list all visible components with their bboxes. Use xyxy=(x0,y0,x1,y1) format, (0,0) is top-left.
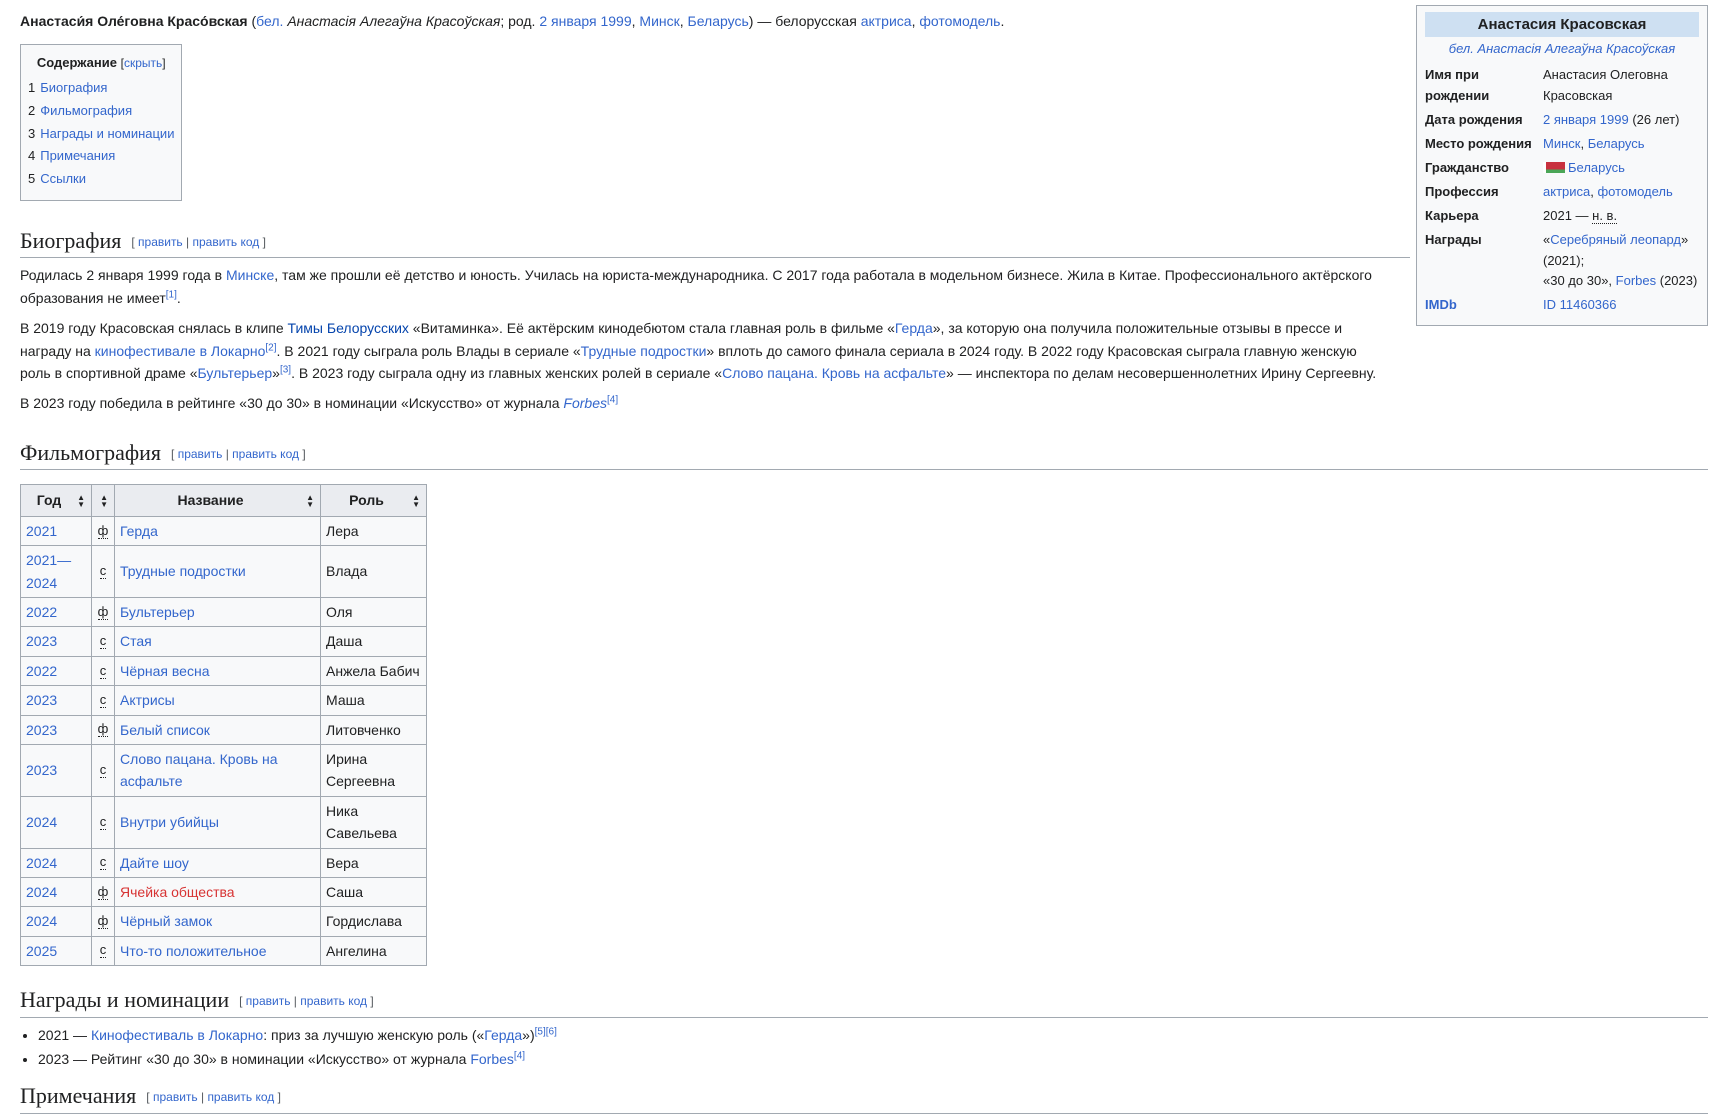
table-row xyxy=(21,796,427,848)
table-row xyxy=(21,546,427,598)
heading-biography: Биография [ править | править код ] xyxy=(20,227,1410,259)
cell-role: Маша xyxy=(321,686,427,715)
edit-link[interactable]: править xyxy=(245,994,291,1009)
edit-code-link[interactable]: править код xyxy=(232,446,299,461)
toc-title: Содержание [скрыть] xyxy=(36,55,166,71)
infobox-row-career: Карьера 2021 — н. в. xyxy=(1425,208,1618,224)
edit-section: [ править | править код ] xyxy=(239,994,374,1009)
toc-link[interactable]: Биография xyxy=(40,80,108,96)
cell-role: Анжела Бабич xyxy=(321,656,427,685)
cell-title xyxy=(115,744,321,796)
cell-type xyxy=(92,627,115,656)
year-link[interactable]: 2023 xyxy=(26,692,58,709)
cell-year xyxy=(21,744,92,796)
table-row xyxy=(21,848,427,877)
born-prefix: ; род. xyxy=(500,13,536,29)
table-row xyxy=(21,627,427,656)
bio-paragraph-3: В 2023 году победила в рейтинге «30 до 30» в номинации «Искусство» от журнала Forbes[4] xyxy=(20,394,619,412)
cell-role: Гордислава xyxy=(321,907,427,936)
year-link[interactable]: 2021—2024 xyxy=(26,552,72,591)
type-abbr: с xyxy=(99,691,107,707)
lang-link[interactable]: бел. xyxy=(256,13,284,29)
year-link[interactable]: 2024 xyxy=(26,913,58,930)
type-abbr: ф xyxy=(97,522,109,538)
cell-role: Ника Савельева xyxy=(321,796,427,848)
infobox-country-link[interactable]: Беларусь xyxy=(1587,135,1645,151)
cell-year xyxy=(21,516,92,545)
type-abbr: ф xyxy=(97,883,109,899)
toc-link[interactable]: Ссылки xyxy=(40,171,87,187)
cell-type xyxy=(92,546,115,598)
year-link[interactable]: 2023 xyxy=(26,721,58,738)
column-type[interactable] xyxy=(92,485,115,516)
type-abbr: с xyxy=(99,633,107,649)
cell-year xyxy=(21,597,92,626)
toc-link[interactable]: Награды и номинации xyxy=(40,125,175,141)
infobox-forbes-link[interactable]: Forbes xyxy=(1615,272,1657,288)
infobox-imdb-label-link[interactable]: IMDb xyxy=(1425,296,1457,312)
heading-filmography: Фильмография [ править | править код ] xyxy=(20,439,1708,471)
table-header-row xyxy=(21,485,427,516)
table-of-contents xyxy=(20,44,182,201)
toc-num: 2 xyxy=(28,102,36,118)
infobox-row-birth-place: Место рождения Минск, Беларусь xyxy=(1425,135,1645,151)
type-abbr: с xyxy=(99,662,107,678)
city-link[interactable]: Минск xyxy=(639,13,680,29)
cell-type xyxy=(92,686,115,715)
title-link[interactable]: Ячейка общества xyxy=(120,883,235,900)
type-abbr: с xyxy=(99,563,107,579)
type-abbr: ф xyxy=(97,913,109,929)
cell-title xyxy=(115,597,321,626)
model-link[interactable]: фотомодель xyxy=(919,13,1001,29)
cell-title xyxy=(115,715,321,744)
subject-name: Анастаси́я Оле́говна Красо́вская xyxy=(20,13,248,29)
infobox-imdb-link[interactable]: ID 11460366 xyxy=(1543,296,1617,312)
infobox-row-awards: Награды «Серебряный леопард» (2021); «30 до 30», Forbes (2023) xyxy=(1425,232,1698,288)
year-link[interactable]: 2023 xyxy=(26,633,58,650)
belarus-flag-icon xyxy=(1543,162,1565,173)
title-link[interactable]: Актрисы xyxy=(120,692,175,709)
cell-year xyxy=(21,627,92,656)
infobox-actress-link[interactable]: актриса xyxy=(1543,184,1591,200)
sort-icon[interactable]: ▲ ▼ xyxy=(412,492,420,509)
ref-1[interactable]: [1] xyxy=(165,289,177,301)
year-link[interactable]: 2024 xyxy=(26,883,58,900)
sort-icon[interactable]: ▲ ▼ xyxy=(100,492,108,509)
ref-4[interactable]: [4] xyxy=(513,1050,526,1062)
gerda-link[interactable]: Герда xyxy=(894,320,933,337)
cell-role: Ангелина xyxy=(321,936,427,965)
cell-title xyxy=(115,936,321,965)
table-row xyxy=(21,656,427,685)
forbes-link[interactable]: Forbes xyxy=(470,1051,514,1068)
toc-link[interactable]: Примечания xyxy=(40,148,116,164)
infobox-city-link[interactable]: Минск xyxy=(1543,135,1581,151)
toc-item-links[interactable] xyxy=(28,168,174,191)
title-link[interactable]: Чёрный замок xyxy=(120,913,213,930)
cell-year xyxy=(21,877,92,906)
edit-link[interactable]: править xyxy=(152,1090,198,1105)
edit-code-link[interactable]: править код xyxy=(300,994,368,1009)
title-link[interactable]: Что-то положительное xyxy=(120,942,267,959)
list-item: • 2023 — Рейтинг «30 до 30» в номинации «Искусство» от журнала Forbes[4] xyxy=(38,1048,1708,1070)
cell-year xyxy=(21,907,92,936)
country-link[interactable]: Беларусь xyxy=(687,13,749,29)
edit-code-link[interactable]: править код xyxy=(207,1090,275,1105)
cell-title xyxy=(115,627,321,656)
toc-num: 4 xyxy=(28,148,36,164)
infobox-row-birth-date: Дата рождения 2 января 1999 (26 лет) xyxy=(1425,111,1680,127)
infobox-birth-date-link[interactable]: 2 января 1999 xyxy=(1543,111,1629,127)
cell-role: Ирина Сергеевна xyxy=(321,744,427,796)
year-link[interactable]: 2025 xyxy=(26,942,58,959)
list-item: • 2021 — Кинофестиваль в Локарно: приз за лучшую женскую роль («Герда»)[5][6] xyxy=(38,1024,1708,1046)
career-abbr: н. в. xyxy=(1592,208,1618,224)
table-row xyxy=(21,686,427,715)
cell-year xyxy=(21,796,92,848)
year-link[interactable]: 2021 xyxy=(26,522,58,539)
infobox-lang-link[interactable]: бел. Анастасія Алегаўна Красоўская xyxy=(1448,41,1676,57)
cell-title xyxy=(115,907,321,936)
awards-list xyxy=(20,1024,1708,1071)
forbes-link[interactable]: Forbes xyxy=(563,395,607,412)
birth-date-link[interactable]: 2 января 1999 xyxy=(539,13,632,29)
cell-type xyxy=(92,877,115,906)
title-link[interactable]: Чёрная весна xyxy=(120,662,210,679)
bio-paragraph-2: В 2019 году Красовская снялась в клипе Тимы Белорусских «Витаминка». Её актёрским кинодебютом стала главная роль в фильме «Герда», за которую она получила положительные отзывы в прессе и награду на кинофестивале в Локарно[2]. В 2021 году сыграла роль Влады в сериале «Трудные подростки» вплоть до самого финала сериала в 2024 году. В 2022 году Красовская сыграла главную женскую роль в спортивной драме «Бультерьер»[3]. В 2023 году сыграла одну из главных женских ролей в сериале «Слово пацана. Кровь на асфальте» — инспектора по делам несовершеннолетних Ирину Сергеевну. xyxy=(20,320,1377,382)
cell-title xyxy=(115,516,321,545)
cell-title xyxy=(115,686,321,715)
title-link[interactable]: Слово пацана. Кровь на асфальте xyxy=(120,750,278,790)
infobox-subtitle xyxy=(1425,39,1699,59)
cell-title xyxy=(115,656,321,685)
tima-link[interactable]: Тимы Белорусских xyxy=(287,320,409,337)
cell-role: Саша xyxy=(321,877,427,906)
table-row xyxy=(21,744,427,796)
toc-num: 3 xyxy=(28,125,36,141)
toc-hide-link[interactable]: скрыть xyxy=(123,56,163,71)
sort-icon[interactable]: ▲ ▼ xyxy=(77,492,85,509)
year-link[interactable]: 2024 xyxy=(26,813,58,830)
heading-notes: Примечания [ править | править код ] xyxy=(20,1082,1708,1114)
edit-section: [ править | править код ] xyxy=(146,1090,281,1105)
toc-item-notes[interactable] xyxy=(28,145,174,168)
bio-paragraph-1: Родилась 2 января 1999 года в Минске, там же прошли её детство и юность. Училась на юриста-международника. С 2017 года работала в модельном бизнесе. Жила в Китае. Профессионального актёрского образования не имеет[1]. xyxy=(20,267,1372,306)
infobox-model-link[interactable]: фотомодель xyxy=(1597,184,1673,200)
ref-4[interactable]: [4] xyxy=(607,394,619,406)
table-row xyxy=(21,877,427,906)
cell-role: Оля xyxy=(321,597,427,626)
type-abbr: ф xyxy=(97,721,109,737)
cell-role: Влада xyxy=(321,546,427,598)
cell-year xyxy=(21,656,92,685)
locarno-link[interactable]: кинофестивале в Локарно xyxy=(94,342,266,359)
toc-num: 1 xyxy=(28,80,36,96)
toc-heading: Содержание xyxy=(36,55,117,71)
cell-type xyxy=(92,848,115,877)
infobox xyxy=(1416,5,1708,326)
trudnye-link[interactable]: Трудные подростки xyxy=(580,342,707,359)
title-link[interactable]: Белый список xyxy=(120,721,210,738)
type-abbr: с xyxy=(99,942,107,958)
desc-mid: ) — белорусская xyxy=(748,13,857,29)
infobox-row-birth-name: Имя при рождении Анастасия Олеговна Красовская xyxy=(1425,67,1668,103)
infobox-citizenship-link[interactable]: Беларусь xyxy=(1568,159,1625,175)
infobox-row-citizenship: Гражданство Беларусь xyxy=(1425,159,1625,175)
cell-role: Лера xyxy=(321,516,427,545)
column-role[interactable]: Роль ▲ ▼ xyxy=(321,485,427,516)
toc-link[interactable]: Фильмография xyxy=(40,102,133,118)
cell-title xyxy=(115,848,321,877)
cell-year xyxy=(21,715,92,744)
column-title[interactable]: Название ▲ ▼ xyxy=(115,485,321,516)
infobox-row-profession: Профессия актриса, фотомодель xyxy=(1425,184,1673,200)
title-link[interactable]: Стая xyxy=(120,633,152,650)
title-link[interactable]: Герда xyxy=(120,522,158,539)
gerda-link[interactable]: Герда xyxy=(484,1026,523,1043)
filmography-rows xyxy=(21,516,427,965)
year-link[interactable]: 2023 xyxy=(26,762,58,779)
toc-num: 5 xyxy=(28,171,36,187)
table-row xyxy=(21,597,427,626)
edit-section: [ править | править код ] xyxy=(131,234,266,249)
bulterier-link[interactable]: Бультерьер xyxy=(197,365,273,382)
cell-title xyxy=(115,546,321,598)
edit-section: [ править | править код ] xyxy=(171,446,306,461)
cell-role: Литовченко xyxy=(321,715,427,744)
table-row xyxy=(21,715,427,744)
cell-type xyxy=(92,744,115,796)
cell-role: Вера xyxy=(321,848,427,877)
cell-title xyxy=(115,796,321,848)
ref-3[interactable]: [3] xyxy=(279,364,292,376)
lead-paragraph: Анастаси́я Оле́говна Красо́вская (бел. Анастасія Алегаўна Красоўская; род. 2 января 1999, Минск, Беларусь) — белорусская актриса, фотомодель. xyxy=(20,13,1005,29)
table-row xyxy=(21,516,427,545)
filmography-table xyxy=(20,484,427,966)
year-link[interactable]: 2024 xyxy=(26,854,58,871)
cell-type xyxy=(92,907,115,936)
title-link[interactable]: Внутри убийцы xyxy=(120,813,219,830)
edit-code-link[interactable]: править код xyxy=(192,234,260,249)
cell-type xyxy=(92,597,115,626)
cell-role: Даша xyxy=(321,627,427,656)
cell-type xyxy=(92,656,115,685)
actress-link[interactable]: актриса xyxy=(860,13,912,29)
column-year[interactable]: Год ▲ ▼ xyxy=(21,485,92,516)
toc-item-awards[interactable] xyxy=(28,123,174,146)
cell-year xyxy=(21,848,92,877)
cell-type xyxy=(92,516,115,545)
cell-year xyxy=(21,936,92,965)
cell-type xyxy=(92,936,115,965)
toc-item-filmography[interactable] xyxy=(28,100,174,123)
type-abbr: с xyxy=(99,761,107,777)
type-abbr: с xyxy=(99,813,107,829)
ref-5-6[interactable]: [5][6] xyxy=(534,1026,557,1037)
year-link[interactable]: 2022 xyxy=(26,603,58,620)
infobox-title: Анастасия Красовская xyxy=(1425,12,1699,37)
edit-link[interactable]: править xyxy=(177,446,223,461)
cell-year xyxy=(21,686,92,715)
type-abbr: ф xyxy=(97,603,109,619)
cell-title xyxy=(115,877,321,906)
title-link[interactable]: Дайте шоу xyxy=(120,854,189,871)
heading-awards: Награды и номинации [ править | править код ] xyxy=(20,986,1708,1018)
type-abbr: с xyxy=(99,854,107,870)
slovo-link[interactable]: Слово пацана. Кровь на асфальте xyxy=(722,365,947,382)
table-row xyxy=(21,936,427,965)
infobox-leopard-link[interactable]: Серебряный леопард xyxy=(1550,232,1681,248)
infobox-row-imdb xyxy=(1425,293,1699,317)
title-link[interactable]: Трудные подростки xyxy=(120,563,246,580)
ref-2[interactable]: [2] xyxy=(265,342,277,353)
minsk-link[interactable]: Минске xyxy=(225,267,275,284)
title-link[interactable]: Бультерьер xyxy=(120,603,195,620)
native-name: Анастасія Алегаўна Красоўская xyxy=(287,13,501,29)
cell-type xyxy=(92,715,115,744)
sort-icon[interactable]: ▲ ▼ xyxy=(306,492,314,509)
year-link[interactable]: 2022 xyxy=(26,662,58,679)
edit-link[interactable]: править xyxy=(138,234,183,249)
toc-item-biography[interactable] xyxy=(28,77,174,100)
cell-year xyxy=(21,546,92,598)
cell-type xyxy=(92,796,115,848)
table-row xyxy=(21,907,427,936)
locarno-festival-link[interactable]: Кинофестиваль в Локарно xyxy=(90,1026,264,1043)
